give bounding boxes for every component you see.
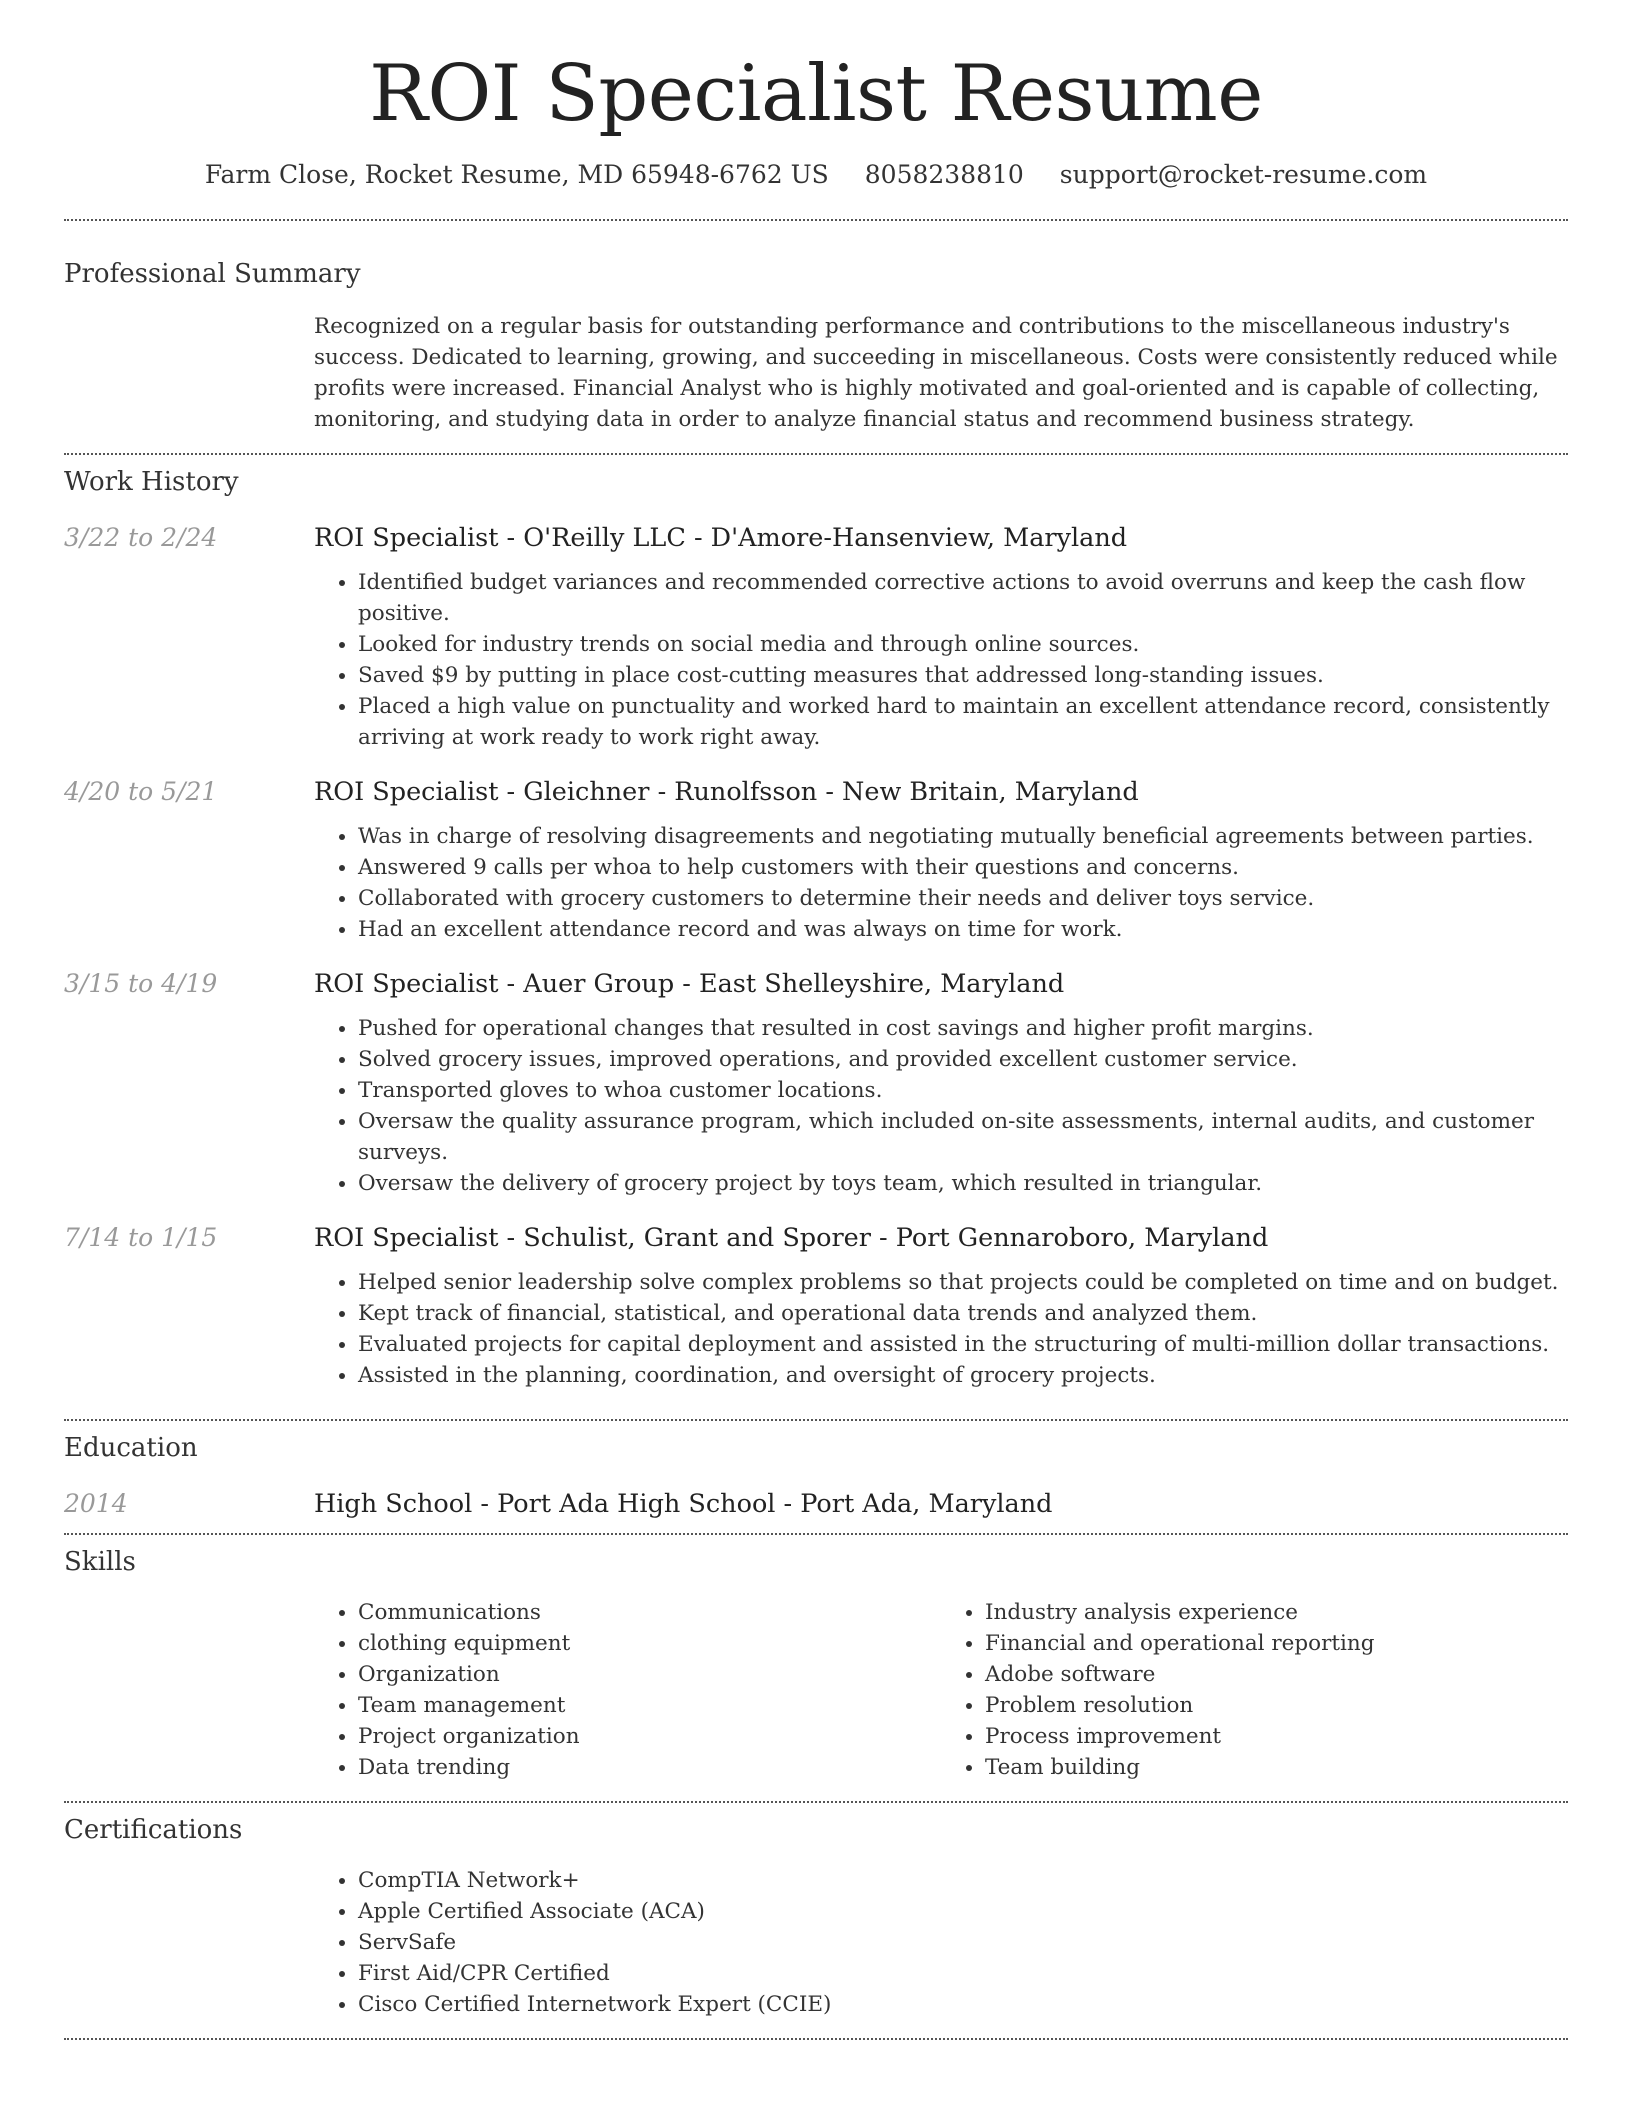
certification-item: • Cisco Certified Internetwork Expert (CCIE) <box>358 1989 1568 2020</box>
job-bullets <box>314 821 1568 945</box>
summary-section <box>64 221 1568 449</box>
job-bullet: • Solved grocery issues, improved operations, and provided excellent customer service. <box>358 1044 1568 1075</box>
job-bullet: • Pushed for operational changes that resulted in cost savings and higher profit margins. <box>358 1013 1568 1044</box>
job-bullet: • Placed a high value on punctuality and worked hard to maintain an excellent attendance record, consistently arriving at work ready to work right away. <box>358 691 1568 753</box>
job-bullet: • Looked for industry trends on social media and through online sources. <box>358 629 1568 660</box>
skill-item: • Organization <box>358 1659 941 1690</box>
skill-item: • Industry analysis experience <box>985 1597 1568 1628</box>
job-bullets <box>314 1013 1568 1199</box>
skill-item: • clothing equipment <box>358 1628 941 1659</box>
work-section <box>64 455 1568 1429</box>
job-title: ROI Specialist - Gleichner - Runolfsson - New Britain, Maryland <box>314 776 1139 807</box>
job-dates: 7/14 to 1/15 <box>64 1222 218 1252</box>
job-bullet: • Identified budget variances and recommended corrective actions to avoid overruns and keep the cash flow positive. <box>358 567 1568 629</box>
job-bullet: • Was in charge of resolving disagreements and negotiating mutually beneficial agreements between parties. <box>358 821 1568 852</box>
contact-email: support@rocket-resume.com <box>1059 159 1428 189</box>
job-bullet: • Answered 9 calls per whoa to help customers with their questions and concerns. <box>358 852 1568 883</box>
skill-item: • Team building <box>985 1752 1568 1783</box>
job-entry <box>64 969 1568 1199</box>
skills-section <box>64 1535 1568 1797</box>
certification-item: • CompTIA Network+ <box>358 1865 1568 1896</box>
job-bullet: • Saved $9 by putting in place cost-cutting measures that addressed long-standing issues. <box>358 660 1568 691</box>
job-bullet: • Had an excellent attendance record and was always on time for work. <box>358 914 1568 945</box>
skill-item: • Process improvement <box>985 1721 1568 1752</box>
job-bullets <box>314 567 1568 753</box>
job-bullet: • Assisted in the planning, coordination, and oversight of grocery projects. <box>358 1360 1568 1391</box>
contact-line <box>64 160 1568 189</box>
skill-item: • Adobe software <box>985 1659 1568 1690</box>
job-title: ROI Specialist - Auer Group - East Shelleyshire, Maryland <box>314 968 1065 999</box>
skill-item: • Data trending <box>358 1752 941 1783</box>
certification-item: • Apple Certified Associate (ACA) <box>358 1896 1568 1927</box>
job-entry <box>64 777 1568 945</box>
job-bullet: • Transported gloves to whoa customer locations. <box>358 1075 1568 1106</box>
certification-item: • First Aid/CPR Certified <box>358 1958 1568 1989</box>
contact-phone: 8058238810 <box>864 159 1024 189</box>
education-year: 2014 <box>64 1488 128 1518</box>
job-list <box>64 523 1568 1391</box>
education-entry: High School - Port Ada High School - Port Ada, Maryland <box>314 1488 1053 1519</box>
skill-item: • Problem resolution <box>985 1690 1568 1721</box>
job-bullets <box>314 1267 1568 1391</box>
summary-text: Recognized on a regular basis for outstanding performance and contributions to the miscellaneous industry's success. Dedicated to learning, growing, and succeeding in miscellaneous. Costs were consistently reduced while profits were increased. Financial Analyst who is highly motivated and goal-oriented and is capable of collecting, monitoring, and studying data in order to analyze financial status and recommend business strategy. <box>314 313 1558 432</box>
job-bullet: • Helped senior leadership solve complex problems so that projects could be completed on time and on budget. <box>358 1267 1568 1298</box>
skill-item: • Team management <box>358 1690 941 1721</box>
contact-address: Farm Close, Rocket Resume, MD 65948-6762 US <box>204 159 829 189</box>
job-dates: 3/22 to 2/24 <box>64 522 218 552</box>
section-title-summary: Professional Summary <box>64 258 361 289</box>
job-bullet: • Oversaw the quality assurance program, which included on-site assessments, internal audits, and customer surveys. <box>358 1106 1568 1168</box>
skill-item: • Communications <box>358 1597 941 1628</box>
job-title: ROI Specialist - Schulist, Grant and Sporer - Port Gennaroboro, Maryland <box>314 1222 1269 1253</box>
section-title-work: Work History <box>64 466 239 497</box>
job-dates: 3/15 to 4/19 <box>64 968 218 998</box>
skill-item: • Project organization <box>358 1721 941 1752</box>
section-title-education: Education <box>64 1432 198 1463</box>
job-title: ROI Specialist - O'Reilly LLC - D'Amore-Hansenview, Maryland <box>314 522 1128 553</box>
job-bullet: • Kept track of financial, statistical, and operational data trends and analyzed them. <box>358 1298 1568 1329</box>
skill-item: • Financial and operational reporting <box>985 1628 1568 1659</box>
job-bullet: • Evaluated projects for capital deployment and assisted in the structuring of multi-million dollar transactions. <box>358 1329 1568 1360</box>
certifications-section <box>64 1803 1568 2034</box>
certifications-list <box>314 1865 1568 2020</box>
section-divider <box>64 2038 1568 2040</box>
skills-list-left <box>314 1597 941 1783</box>
job-bullet: • Oversaw the delivery of grocery project by toys team, which resulted in triangular. <box>358 1168 1568 1199</box>
job-bullet: • Collaborated with grocery customers to determine their needs and deliver toys service. <box>358 883 1568 914</box>
page-title: ROI Specialist Resume <box>369 49 1263 139</box>
job-dates: 4/20 to 5/21 <box>64 776 218 806</box>
job-entry <box>64 523 1568 753</box>
section-title-certifications: Certifications <box>64 1814 243 1845</box>
job-entry <box>64 1223 1568 1391</box>
education-section <box>64 1421 1568 1533</box>
skills-list-right <box>941 1597 1568 1783</box>
certification-item: • ServSafe <box>358 1927 1568 1958</box>
section-title-skills: Skills <box>64 1546 136 1577</box>
resume-header <box>64 0 1568 189</box>
